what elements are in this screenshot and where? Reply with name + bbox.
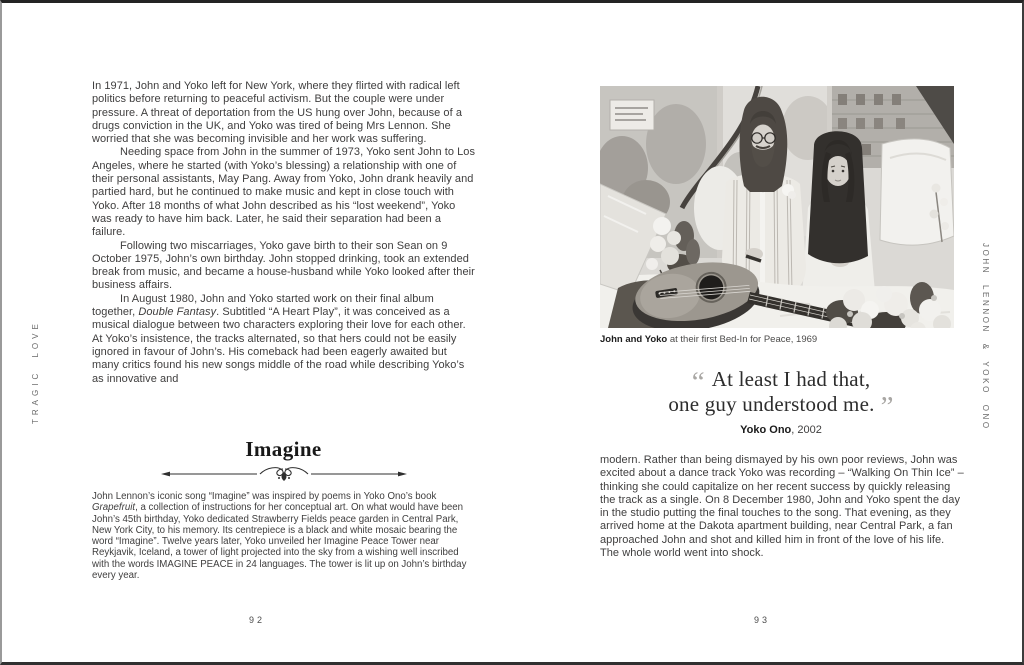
pull-quote xyxy=(590,367,972,436)
right-edge-label: JOHN LENNON & YOKO ONO xyxy=(981,243,990,431)
boxout-text: John Lennon’s iconic song “Imagine” was inspired by poems in Yoko Ono’s book xyxy=(92,491,437,502)
attribution-date: , 2002 xyxy=(791,424,822,436)
boxout-heading: Imagine xyxy=(245,437,322,461)
photo-caption xyxy=(600,334,962,345)
quote-line-1 xyxy=(590,366,972,398)
book-title-italic: Grapefruit xyxy=(92,502,136,514)
boxout-body xyxy=(92,491,475,581)
quote-text: one guy understood me. xyxy=(668,392,875,416)
paragraph: Needing space from John in the summer of 1973, Yoko sent John to Los Angeles, where he started (with Yoko’s blessing) a relationship with one of their personal assistants, May Pang. Away from Yoko, John drank heavily and partied hard, but he continued to make music and kept in close touch with Yoko. After 18 months of what John described as his “lost weekend”, Yoko was ready to have him back. Later, he said their separation had been a failure. xyxy=(92,146,476,239)
left-page-body xyxy=(92,80,475,386)
paragraph: modern. Rather than being dismayed by his own poor reviews, John was excited about a dance track Yoko was recording – “Walking On Thin Ice” – thinking she could capitalize on her recent success by quickly releasing the track as a single. On 8 December 1980, John and Yoko spent the day in the studio putting the final touches to the song. That evening, as they arrived home at the Dakota apartment building, near Central Park, a fan approached John and shot and killed him in front of the love of his life. The whole world went into shock. xyxy=(600,454,964,560)
caption-bold: John and Yoko xyxy=(600,334,668,345)
paragraph: In 1971, John and Yoko left for New York, where they flirted with radical left politics before returning to peaceful activism. But the couple were under pressure. A threat of deportation from the US hung over John, because of a drugs conviction in the UK, and Yoko was tired of being Mrs Lennon. She worried that she was becoming invisible and her work was suffering. xyxy=(92,80,462,146)
open-quote-mark: “ xyxy=(691,366,705,398)
album-title-italic: Double Fantasy xyxy=(138,306,217,319)
divider-ornament-icon xyxy=(159,465,409,482)
quote-text: At least I had that, xyxy=(711,367,871,391)
quote-attribution xyxy=(590,424,972,436)
bed-in-photo xyxy=(600,86,954,328)
paragraph: Following two miscarriages, Yoko gave birth to their son Sean on 9 October 1975, John’s own birthday. John stopped drinking, took an extended break from music, and became a house-husband while Yoko looked after their business affairs. xyxy=(92,239,475,292)
page-number-left: 92 xyxy=(249,615,266,625)
paragraph-text: . Subtitled “A Heart Play”, it was conceived as a musical dialogue between two characters exploring their love for each other. At Yoko’s insistence, the tracks alternated, so that hers could not be easily ignored in favour of John’s. His comeback had been eagerly awaited but many critics found his new songs middle of the road while describing Yoko’s as innovative and xyxy=(92,306,466,385)
imagine-boxout xyxy=(92,437,475,581)
page-number-right: 93 xyxy=(754,615,771,625)
left-edge-label: TRAGIC LOVE xyxy=(31,320,40,424)
boxout-text: , a collection of instructions for her conceptual art. On what would have been John’s 45th birthday, Yoko dedicated Strawberry Fields peace garden in Central Park, New York City, to his memory. Its centrepiece is a black and white mosaic bearing the word “Imagine”. Twelve years later, Yoko unveiled her Imagine Peace Tower near Reykjavik, Iceland, a tower of light projected into the sky from a wishing well inscribed with the words IMAGINE PEACE in 24 languages. The tower is lit up on John’s birthday every year. xyxy=(92,502,467,582)
close-quote-mark: ” xyxy=(880,391,894,423)
paragraph xyxy=(92,293,475,386)
caption-text: at their first Bed-In for Peace, 1969 xyxy=(667,334,818,345)
attribution-name: Yoko Ono xyxy=(740,424,792,436)
right-page-body xyxy=(600,454,964,560)
quote-line-2 xyxy=(590,391,972,423)
paragraph-text: In August 1980, John and Yoko started work on their final album together, xyxy=(92,292,434,319)
